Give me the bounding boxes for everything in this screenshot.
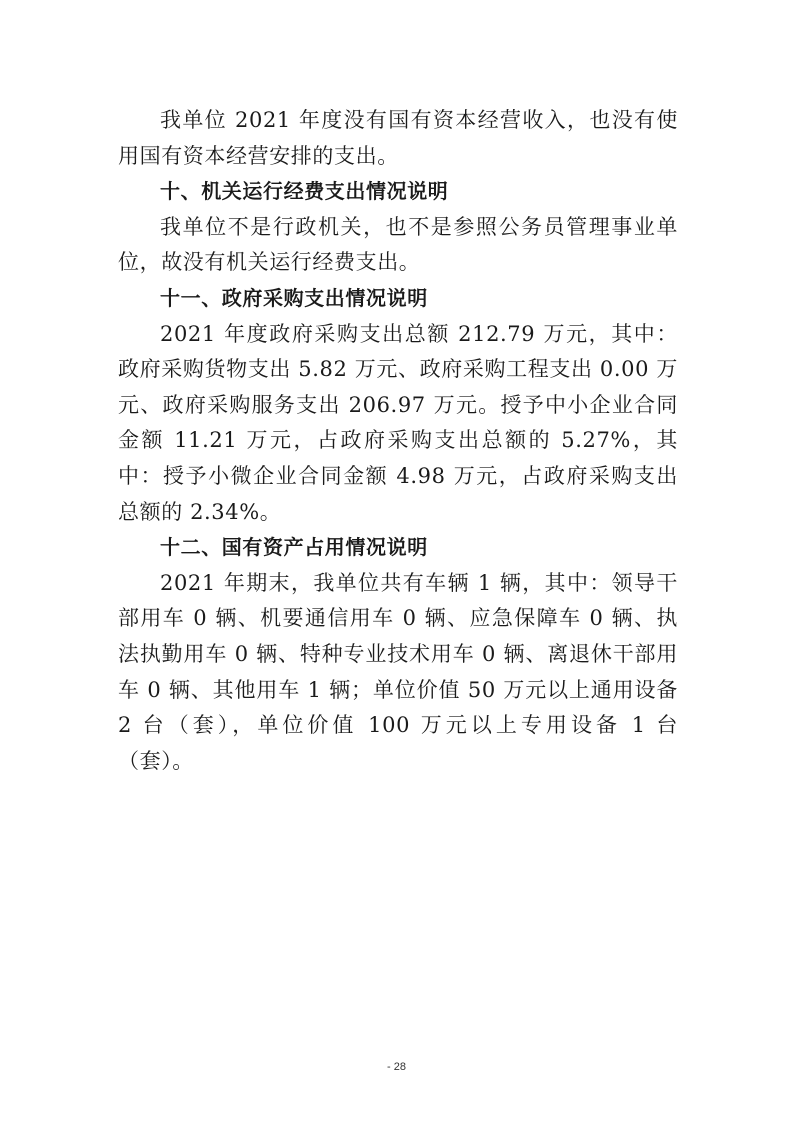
document-body: [118, 103, 678, 779]
paragraph-agency-operating-cost: 我单位不是行政机关，也不是参照公务员管理事业单位，故没有机关运行经费支出。: [118, 214, 678, 275]
paragraph-government-procurement: 2021 年度政府采购支出总额 212.79 万元，其中：政府采购货物支出 5.82 万元、政府采购工程支出 0.00 万元、政府采购服务支出 206.97 万元。授予中小企业合同金额 11.21 万元，占政府采购支出总额的 5.27%，其中：授予小微企业合同金额 4.98 万元，占政府采购支出总额的 2.34%。: [118, 321, 678, 524]
paragraph-state-capital: 我单位 2021 年度没有国有资本经营收入，也没有使用国有资本经营安排的支出。: [118, 108, 678, 168]
section-heading-10: 十、机关运行经费支出情况说明: [160, 179, 449, 204]
page-number: - 28: [387, 1061, 406, 1073]
section-heading-12: 十二、国有资产占用情况说明: [160, 535, 428, 560]
paragraph-state-assets: 2021 年期末，我单位共有车辆 1 辆，其中：领导干部用车 0 辆、机要通信用车 0 辆、应急保障车 0 辆、执法执勤用车 0 辆、特种专业技术用车 0 辆、离退休干部用车 0 辆、其他用车 1 辆；单位价值 50 万元以上通用设备 2 台（套），单位价值 100 万元以上专用设备 1 台（套）。: [118, 570, 678, 773]
section-heading-11: 十一、政府采购支出情况说明: [160, 285, 428, 310]
